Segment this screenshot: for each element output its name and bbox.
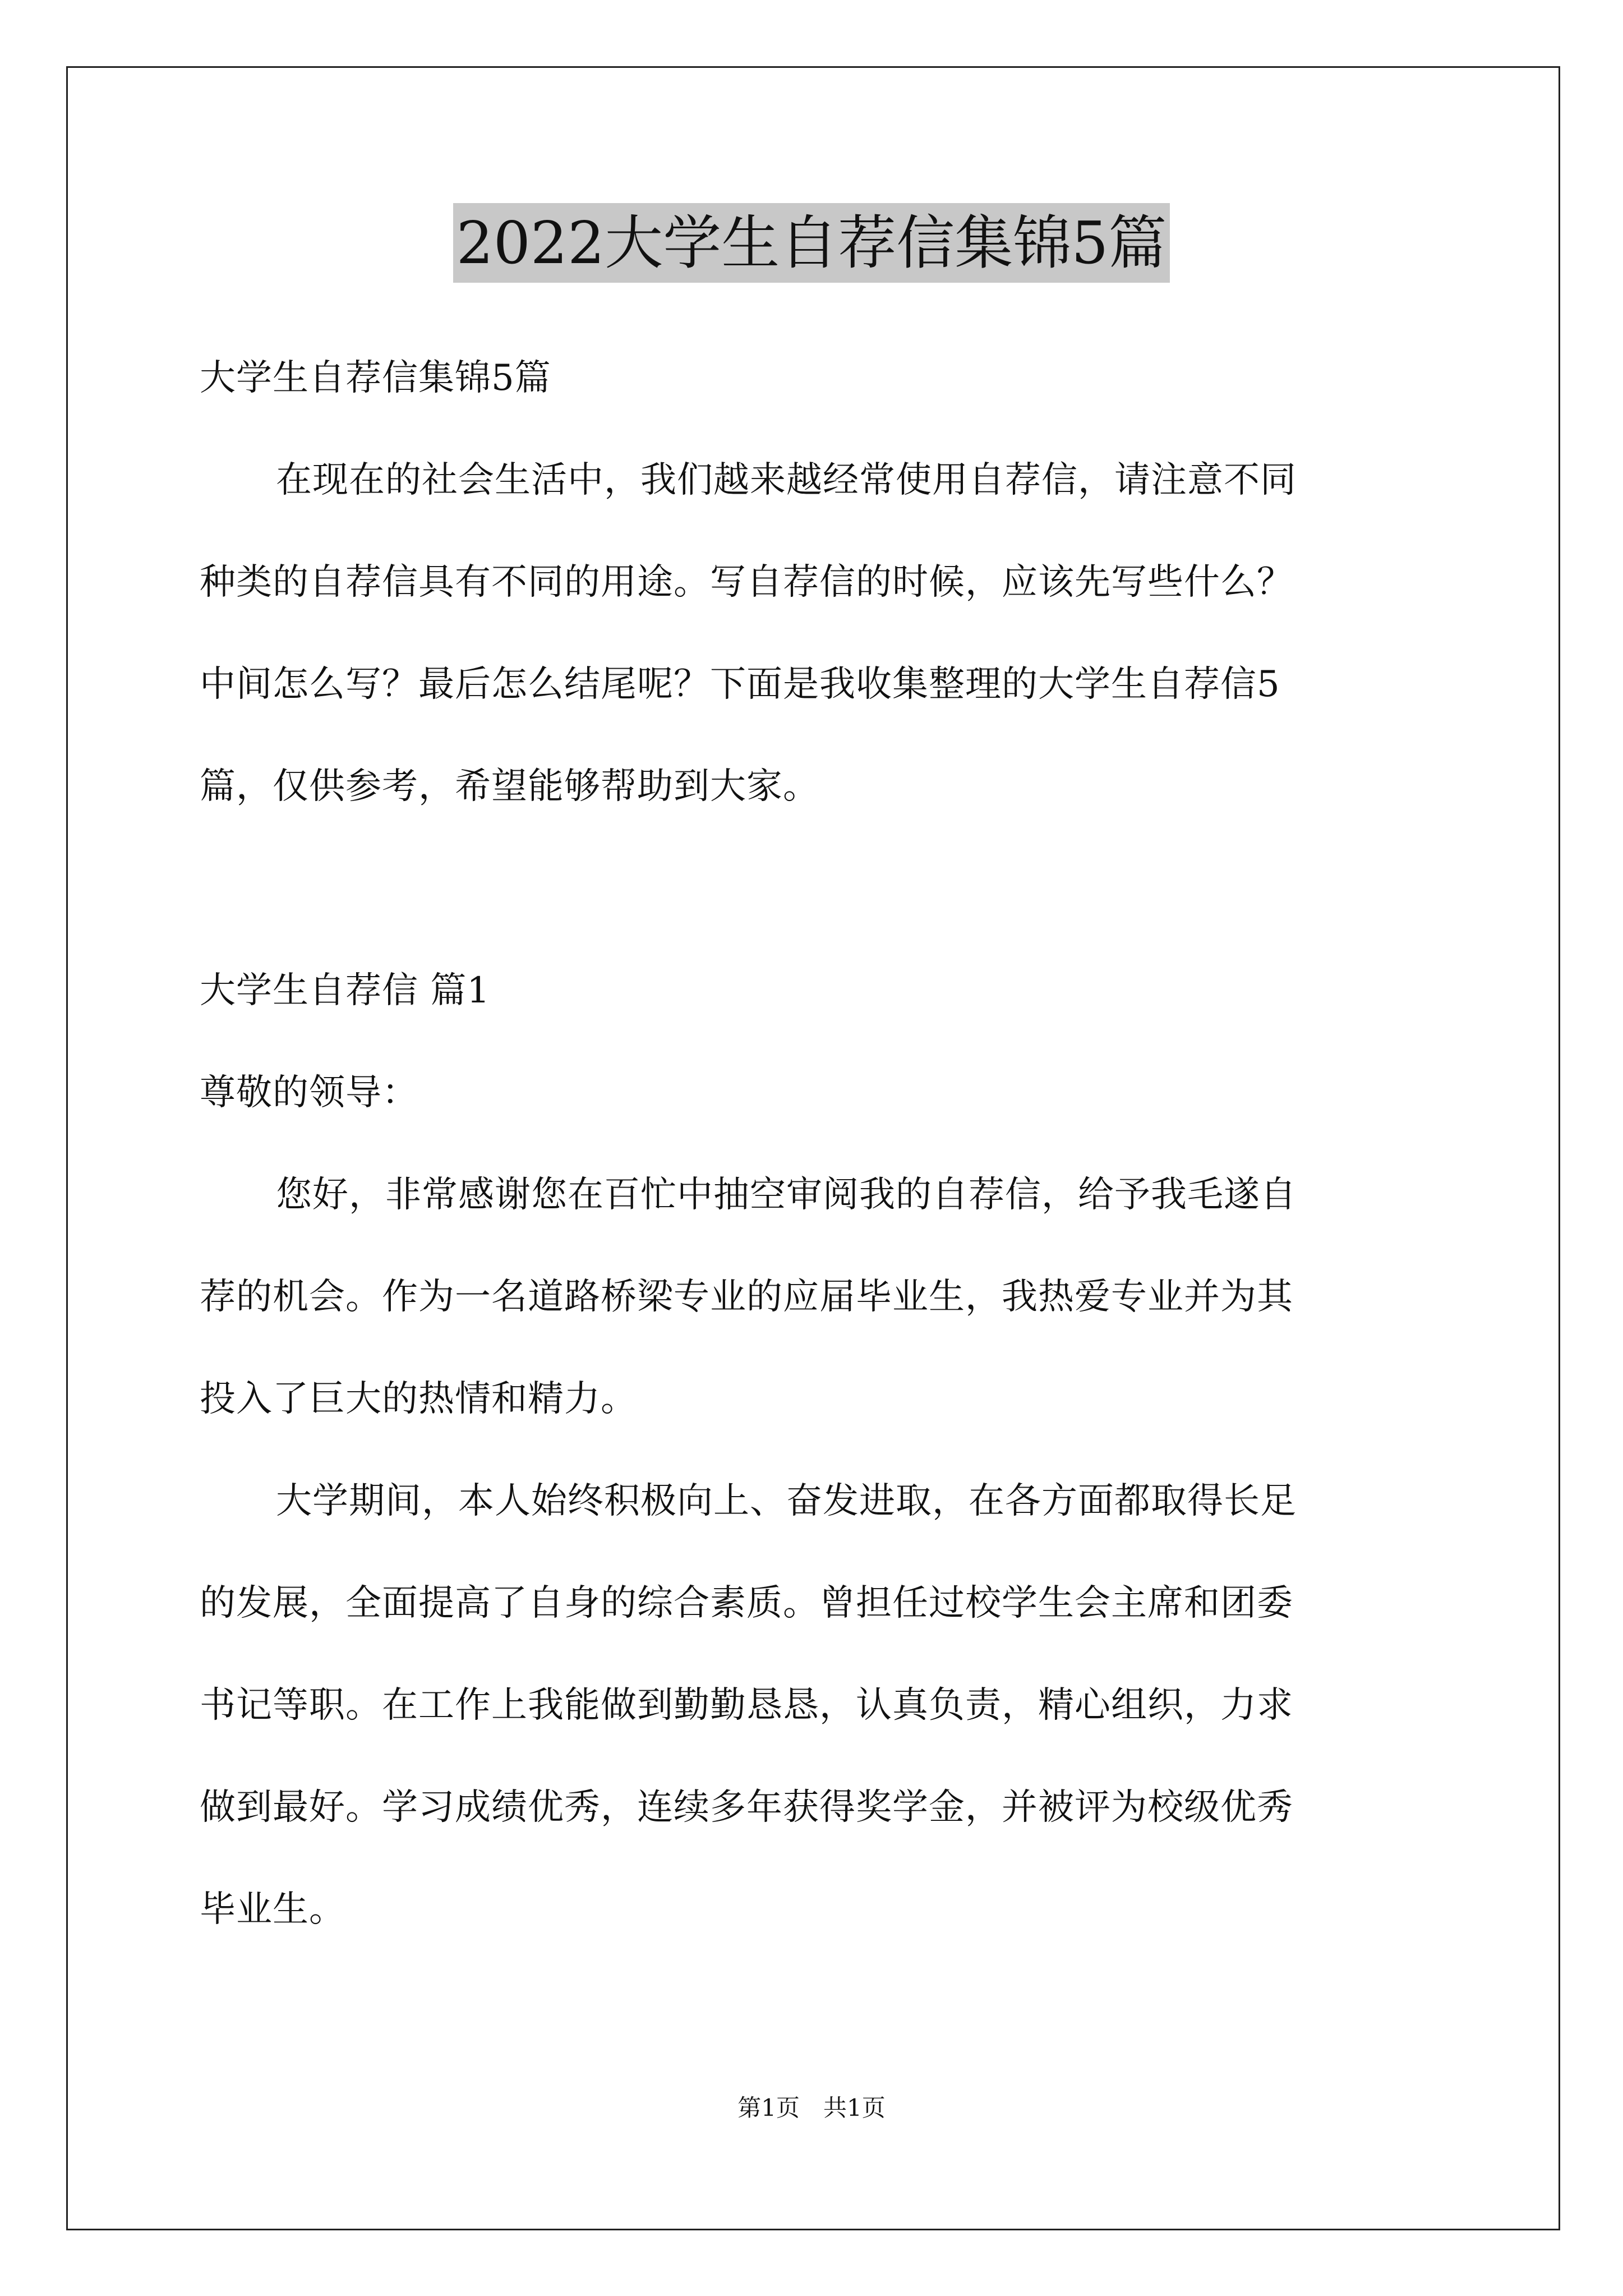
section-heading: 大学生自荐信 篇1 [200, 970, 491, 1011]
salutation: 尊敬的领导： [200, 1072, 418, 1114]
paragraph-line: 做到最好。学习成绩优秀，连续多年获得奖学金，并被评为校级优秀 [200, 1787, 1293, 1828]
page-number-footer: 第1页 共1页 [737, 2094, 886, 2122]
paragraph-line: 您好，非常感谢您在百忙中抽空审阅我的自荐信，给予我毛遂自 [276, 1174, 1297, 1216]
blank-line [200, 858, 1433, 960]
paragraph-line: 毕业生。 [200, 1889, 345, 1930]
intro-paragraph-line: 中间怎么写？最后怎么结尾呢？下面是我收集整理的大学生自荐信5 [200, 664, 1280, 705]
paragraph-line: 大学期间，本人始终积极向上、奋发进取，在各方面都取得长足 [276, 1480, 1297, 1522]
paragraph-line: 荐的机会。作为一名道路桥梁专业的应届毕业生，我热爱专业并为其 [200, 1276, 1293, 1318]
intro-paragraph-line: 种类的自荐信具有不同的用途。写自荐信的时候，应该先写些什么？ [200, 562, 1293, 603]
paragraph-line: 的发展，全面提高了自身的综合素质。曾担任过校学生会主席和团委 [200, 1582, 1293, 1624]
document-body [200, 348, 1433, 1981]
paragraph-line: 书记等职。在工作上我能做到勤勤恳恳，认真负责，精心组织，力求 [200, 1685, 1293, 1726]
document-title: 2022大学生自荐信集锦5篇 [453, 203, 1170, 283]
subtitle-line: 大学生自荐信集锦5篇 [200, 357, 551, 399]
title-container [0, 203, 1623, 283]
intro-paragraph-line: 在现在的社会生活中，我们越来越经常使用自荐信，请注意不同 [276, 459, 1297, 501]
intro-paragraph-line: 篇，仅供参考，希望能够帮助到大家。 [200, 766, 819, 807]
paragraph-line: 投入了巨大的热情和精力。 [200, 1378, 637, 1420]
